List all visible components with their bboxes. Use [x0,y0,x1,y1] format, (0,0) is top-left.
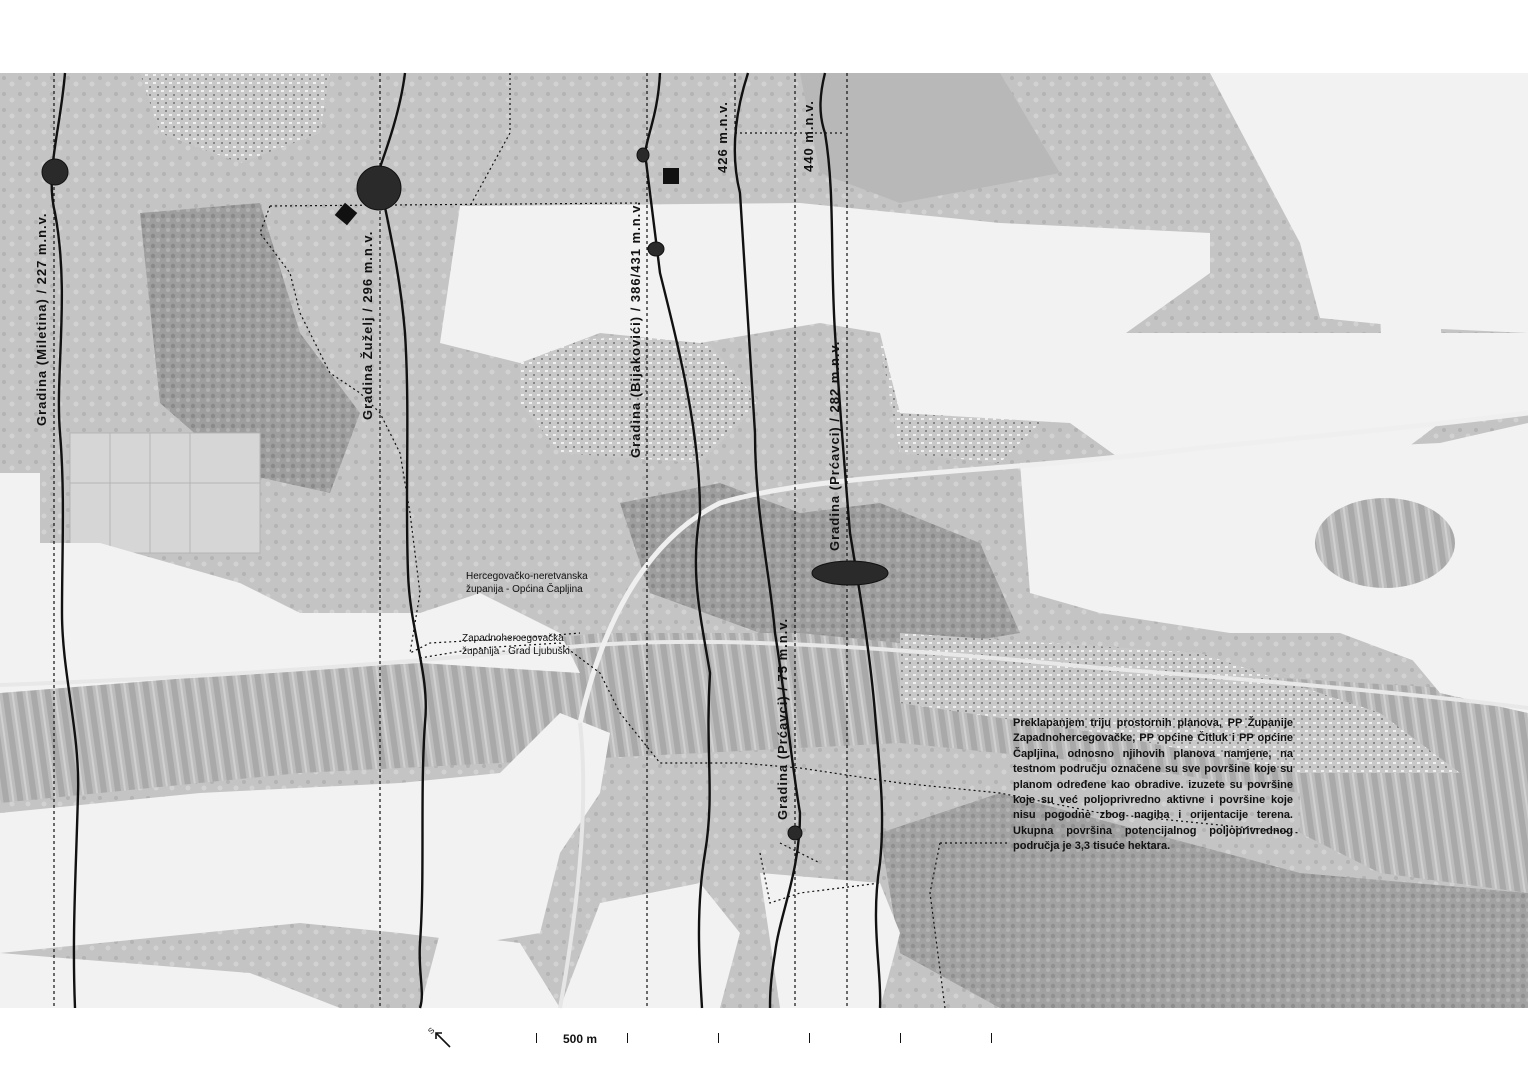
north-arrow-icon [428,1025,454,1051]
scale-tick [900,1033,901,1043]
elevation-label-426: 426 m.n.v. [715,101,730,173]
svg-text:S: S [426,1025,437,1036]
elevation-label-440: 440 m.n.v. [801,100,816,172]
scale-label: 500 m [563,1032,598,1046]
hill-label-miletina: Gradina (Miletina) / 227 m.n.v. [34,212,49,426]
hill-label-prcavci-75: Gradina (Prćavci) / 75 m.n.v. [775,617,790,820]
square-marker [663,168,679,184]
description-text: Preklapanjem triju prostornih planova, PP Županije Zapadnohercegovačke, PP općine Čitluk i PP općine Čapljina, odnosno njihovih planova namjene, na testnom području označene su sve površine koje su planom određene kao obradive. izuzete su površine koje su već poljoprivredno aktivne i površine koje nisu pogodne zbog nagiba i orijentacije terena. Ukupna površina potencijalnog poljoprivrednog područja je 3,3 tisuće hektara. [1013,717,1293,853]
hill-label-bijakovici: Gradina (Bijakovići) / 386/431 m.n.v. [628,200,643,458]
scale-tick [536,1033,537,1043]
boundary-label-line: županija - Grad Ljubuški [462,646,570,657]
aerial-map [0,73,1528,1008]
island [1315,498,1455,588]
hill-label-prcavci-282: Gradina (Prćavci) / 282 m.n.v. [827,340,842,551]
hill-label-zuzelj: Gradina Žuželj / 296 m.n.v. [360,230,375,420]
boundary-label-ljubuski [462,632,570,658]
boundary-label-line: Hercegovačko-neretvanska [466,571,588,582]
scale-tick [627,1033,628,1043]
field-grid [70,433,260,553]
boundary-label-capljina [466,570,588,596]
boundary-label-line: županija - Općina Čapljina [466,584,583,595]
scale-tick [718,1033,719,1043]
boundary-label-line: Zapadnohercegovačka [462,633,564,644]
scale-tick [991,1033,992,1043]
scale-tick [809,1033,810,1043]
